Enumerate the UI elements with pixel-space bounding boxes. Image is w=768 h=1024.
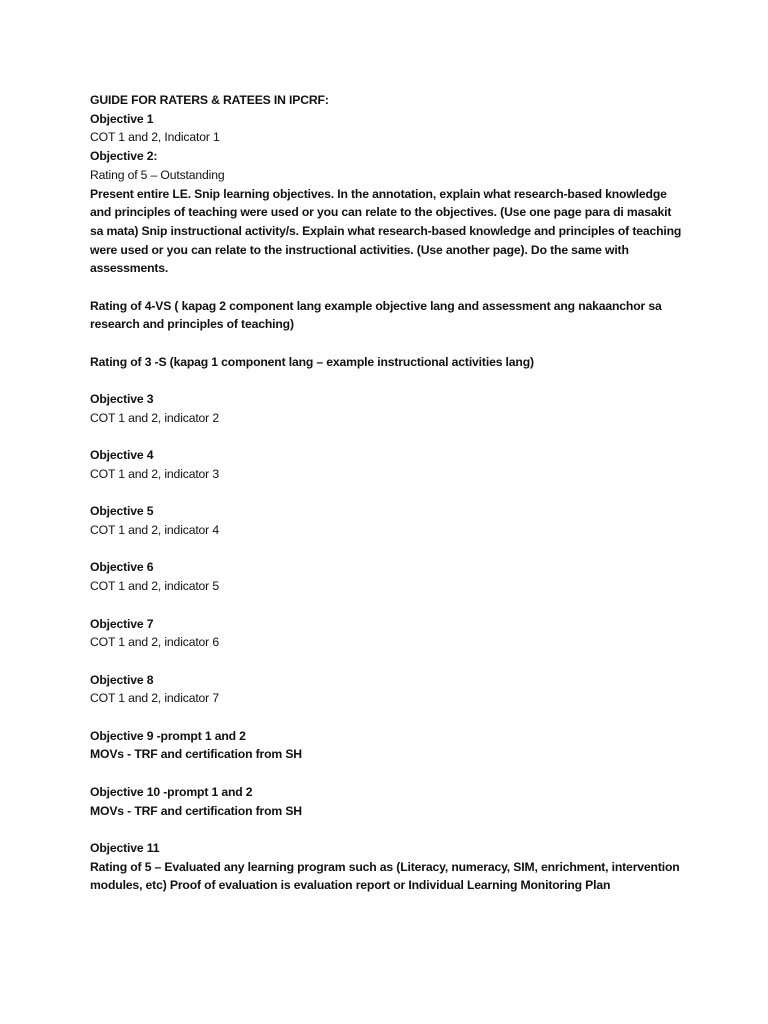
spacer [90, 596, 710, 615]
objective-3-text: COT 1 and 2, indicator 2 [90, 410, 219, 425]
spacer [90, 428, 710, 447]
spacer [90, 764, 710, 783]
objective-11-heading: Objective 11 [90, 840, 160, 855]
rating-4-line: Rating of 4-VS ( kapag 2 component lang example objective lang and assessment ang nakaanchor sa [90, 298, 662, 313]
objective-9-heading: Objective 9 -prompt 1 and 2 [90, 728, 246, 743]
spacer [90, 278, 710, 297]
spacer [90, 820, 710, 839]
rating-5-line: were used or you can relate to the instructional activities. (Use another page). Do the same with [90, 242, 629, 257]
objective-6-text: COT 1 and 2, indicator 5 [90, 579, 219, 594]
objective-5-heading: Objective 5 [90, 504, 154, 519]
rating-3-line: Rating of 3 -S (kapag 1 component lang – example instructional activities lang) [90, 354, 534, 369]
objective-8-heading: Objective 8 [90, 672, 154, 687]
spacer [90, 372, 710, 391]
spacer [90, 652, 710, 671]
objective-11-line: modules, etc) Proof of evaluation is evaluation report or Individual Learning Monitoring Plan [90, 878, 611, 893]
objective-7-text: COT 1 and 2, indicator 6 [90, 635, 219, 650]
spacer [90, 708, 710, 727]
objective-11-line: Rating of 5 – Evaluated any learning program such as (Literacy, numeracy, SIM, enrichment, intervention [90, 859, 680, 874]
objective-1-heading: Objective 1 [90, 111, 154, 126]
rating-5-heading: Rating of 5 – Outstanding [90, 167, 225, 182]
objective-10-heading: Objective 10 -prompt 1 and 2 [90, 784, 253, 799]
objective-10-text: MOVs - TRF and certification from SH [90, 803, 302, 818]
objective-5-text: COT 1 and 2, indicator 4 [90, 523, 219, 538]
document-page [90, 91, 710, 895]
objective-8-text: COT 1 and 2, indicator 7 [90, 691, 219, 706]
spacer [90, 540, 710, 559]
objective-9-text: MOVs - TRF and certification from SH [90, 747, 302, 762]
rating-5-line: sa mata) Snip instructional activity/s. Explain what research-based knowledge and principles of teaching [90, 223, 682, 238]
objective-1-text: COT 1 and 2, Indicator 1 [90, 130, 220, 145]
objective-7-heading: Objective 7 [90, 616, 154, 631]
rating-5-line: Present entire LE. Snip learning objectives. In the annotation, explain what research-based knowledge [90, 186, 667, 201]
objective-6-heading: Objective 6 [90, 560, 154, 575]
objective-4-heading: Objective 4 [90, 448, 154, 463]
rating-4-line: research and principles of teaching) [90, 317, 294, 332]
rating-5-line: assessments. [90, 261, 169, 276]
document-title: GUIDE FOR RATERS & RATEES IN IPCRF: [90, 93, 329, 107]
spacer [90, 334, 710, 353]
objective-2-heading: Objective 2: [90, 149, 158, 164]
spacer [90, 484, 710, 503]
objective-3-heading: Objective 3 [90, 392, 154, 407]
rating-5-line: and principles of teaching were used or you can relate to the objectives. (Use one page para di masakit [90, 205, 672, 220]
objective-4-text: COT 1 and 2, indicator 3 [90, 467, 219, 481]
